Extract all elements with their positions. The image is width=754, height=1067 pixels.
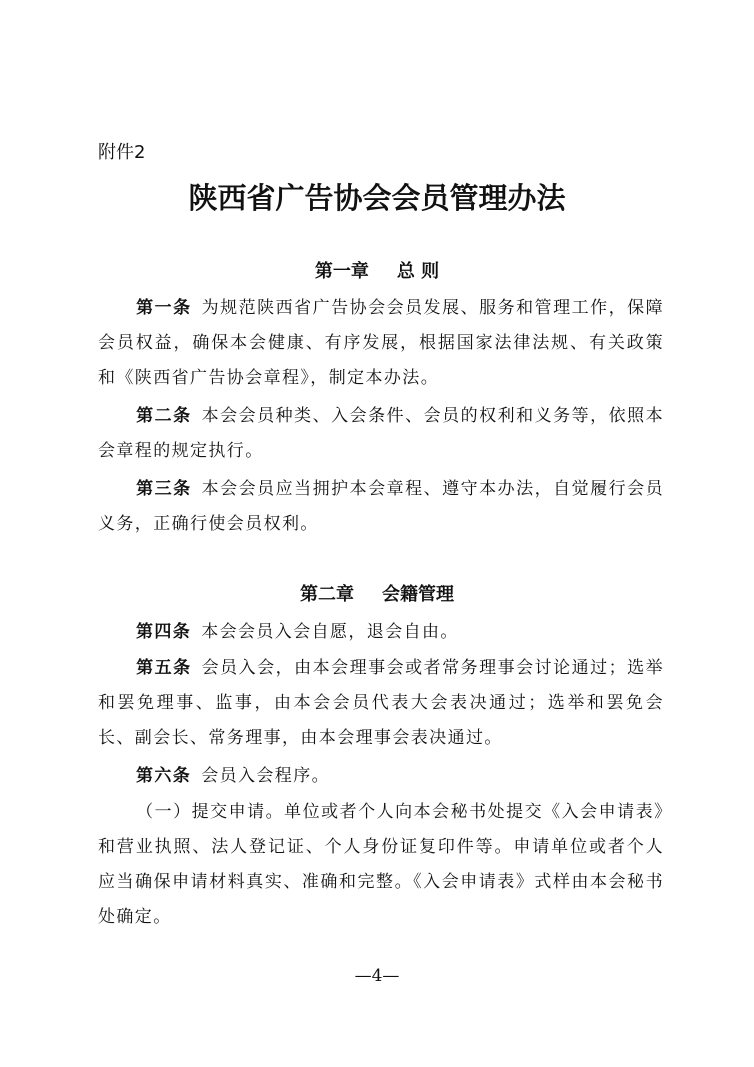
chapter-number: 第二章 <box>300 584 354 605</box>
article-paragraph <box>98 472 664 542</box>
chapter-name: 总 则 <box>396 261 440 282</box>
article-label: 第二条 <box>136 406 192 426</box>
page-number: —4— <box>354 966 400 986</box>
article-label: 第四条 <box>136 622 192 642</box>
chapter-name: 会籍管理 <box>382 584 454 605</box>
article-text: 本会会员种类、入会条件、会员的权利和义务等，依照本会章程的规定执行。 <box>98 406 665 461</box>
chapter-heading <box>0 259 754 285</box>
article-label: 第五条 <box>136 658 192 678</box>
attachment-label: 附件2 <box>98 142 146 163</box>
list-item-paragraph <box>98 795 664 935</box>
article-label: 第一条 <box>136 298 192 318</box>
article-paragraph <box>98 615 664 650</box>
article-paragraph <box>98 399 664 469</box>
article-paragraph <box>98 651 664 756</box>
chapter-number: 第一章 <box>314 261 369 282</box>
article-paragraph <box>98 759 664 794</box>
chapter-heading <box>0 582 754 608</box>
article-label: 第六条 <box>136 766 192 786</box>
list-item-text: （一）提交申请。单位或者个人向本会秘书处提交《入会申请表》和营业执照、法人登记证、个人身份证复印件等。申请单位或者个人应当确保申请材料真实、准确和完整。《入会申请表》式样由本会秘书处确定。 <box>98 802 664 927</box>
article-paragraph <box>98 291 664 396</box>
article-text: 本会会员应当拥护本会章程、遵守本办法，自觉履行会员义务，正确行使会员权利。 <box>98 479 665 534</box>
article-text: 本会会员入会自愿，退会自由。 <box>201 622 459 642</box>
article-label: 第三条 <box>136 479 192 499</box>
article-text: 会员入会，由本会理事会或者常务理事会讨论通过；选举和罢免理事、监事，由本会会员代表大会表决通过；选举和罢免会长、副会长、常务理事，由本会理事会表决通过。 <box>98 658 665 748</box>
article-text: 会员入会程序。 <box>201 766 331 786</box>
article-text: 为规范陕西省广告协会会员发展、服务和管理工作，保障会员权益，确保本会健康、有序发展，根据国家法律法规、有关政策和《陕西省广告协会章程》，制定本办法。 <box>98 298 665 388</box>
document-title: 陕西省广告协会会员管理办法 <box>188 181 566 215</box>
